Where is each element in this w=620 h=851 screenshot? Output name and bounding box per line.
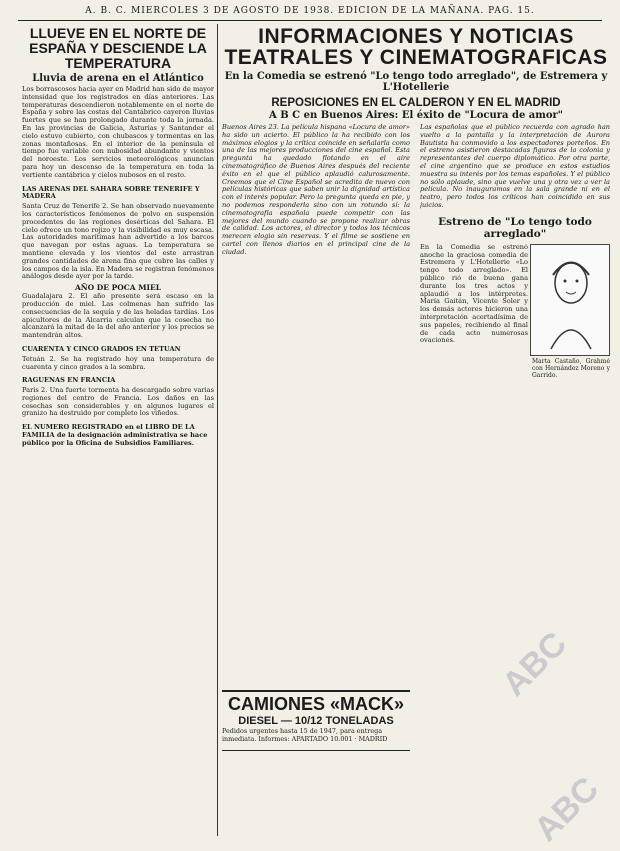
ad-title: CAMIONES «MACK»: [227, 694, 405, 714]
right-column: [222, 24, 610, 734]
abc-watermark: ABC: [495, 624, 574, 704]
portrait-sketch-icon: [531, 245, 609, 355]
estreno-head: Estreno de "Lo tengo todo arreglado": [438, 215, 592, 240]
theatre-title: INFORMACIONES Y NOTICIAS TEATRALES Y CINEMATOGRAFICAS: [224, 25, 608, 69]
tetuan-head: CUARENTA Y CINCO GRADOS EN TETUAN: [22, 344, 181, 353]
france-head: RAGUENAS EN FRANCIA: [22, 376, 116, 385]
rain-subhead: Lluvia de arena en el Atlántico: [32, 73, 204, 84]
actress-illustration: [530, 244, 610, 356]
ad-line: Pedidos urgentes hasta 15 de 1947, para entrega inmediata. Informes: APARTADO 10.001 · MADRID: [222, 727, 388, 743]
page-header: A. B. C. MIERCOLES 3 DE AGOSTO DE 1938. EDICION DE LA MAÑANA. PAG. 15.: [85, 6, 535, 16]
mack-advert: [222, 690, 410, 751]
article-col-1: [222, 124, 410, 257]
theatre-subtitle: En la Comedia se estrenó "Lo tengo todo arreglado", de Estremera y L'Hotellerie: [224, 71, 608, 93]
article-col-2: [420, 124, 610, 384]
estreno-text: En la Comedia se estrenó anoche la graciosa comedia de Estremera y L'Hotellerie «Lo tengo todo arreglado». El público rió de buena gana durante los tres actos y aplaudió a los intérpretes. María Gaitán, Vicente Soler y los demás actores hicieron una interpretación acertadísima de sus papeles, recibiendo al final de cada acto numerosas ovaciones.: [420, 243, 528, 345]
left-column: [22, 24, 214, 450]
honey-article: Guadalajara 2. El año presente será escaso en la producción de miel. Las colmenas han sufrido las consecuencias de la sequía y de las heladas tardías. Los apicultores de la Alcarria calculan que la cosecha no alcanzará la mitad de la del año anterior y los precios se mantendrán altos.: [22, 293, 214, 340]
ad-subtitle: DIESEL — 10/12 TONELADAS: [238, 715, 394, 727]
column-rule: [217, 24, 218, 836]
buenos-aires-text-cont: Las españolas que el público recuerda con agrado han vuelto a la pantalla y la interpretación de Aurora Bautista ha conmovido a los espectadores porteños. En el estreno asistieron destacadas figuras de la colonia y representantes del cuerpo diplomático. Por otra parte, el cine argentino que se produce en estos estudios muestra su interés por los temas españoles. Y el público no sólo aplaude, sino que vuelve una y otra vez a ver la película. No inauguramos en la sala grande ni en el teatro, pero todos los críticos han coincidido en sus juicios.: [420, 124, 610, 209]
france-article: París 2. Una fuerte tormenta ha descargado sobre varias regiones del centro de Francia. Los daños en las cosechas son considerables y en algunos lugares el granizo ha destruido por completo los viñedos.: [22, 387, 214, 418]
family-notice: EL NUMERO REGISTRADO en el LIBRO DE LA FAMILIA de la designación administrativa se hace público por la Oficina de Subsidios Familiares.: [22, 423, 208, 447]
abc-watermark-2: ABC: [527, 769, 606, 849]
sahara-article: Santa Cruz de Tenerife 2. Se han observado nuevamente los característicos fenómenos de polvo en suspensión procedentes de las regiones desérticas del Sahara. El cielo ofrece un tono rojizo y la visibilidad es muy escasa. Las autoridades marítimas han advertido a los barcos que navegan por estas aguas. La temperatura se mantiene elevada y los vientos del este arrastran grandes cantidades de arena fina que cubre las calles y los campos de la isla. En Madera se registran fenómenos análogos desde ayer por la tarde.: [22, 203, 214, 281]
honey-head: AÑO DE POCA MIEL: [74, 283, 162, 293]
header-rule: [18, 20, 602, 21]
illustration-caption: Marta Castaño, Grahmé con Hernández Moreno y Garrido.: [532, 357, 610, 379]
tetuan-article: Tetuán 2. Se ha registrado hoy una temperatura de cuarenta y cinco grados a la sombra.: [22, 355, 214, 371]
buenos-aires-text: Buenos Aires 23. La película hispana «Locura de amor» ha sido un acierto. El público la ha recibido con los máximos elogios y la crítica coincide en señalarla como una de las mejores producciones del cine español. Esta pregunta ha quedado flotando en el aire cinematográfico de Buenos Aires después del reciente éxito en el que el público aplaudió calurosamente. Creemos que el Cine Español se acredita de nuevo con películas históricas que saben unir la dignidad artística con el interés popular. Pero la pregunta queda en pie, y no podemos responderla sino con un rotundo sí: la cinematografía española puede competir con las mejores del mundo cuando se propone realizar obras de calidad. Los actores, el director y todos los técnicos merecen elogio sin reservas. Y el filme se sostiene en cartel con llenos diarios en el principal cine de la ciudad.: [222, 124, 410, 256]
sahara-head: LAS ARENAS DEL SAHARA SOBRE TENERIFE Y MADERA: [22, 184, 200, 201]
reposiciones-head: REPOSICIONES EN EL CALDERON Y EN EL MADRID: [271, 97, 561, 109]
rain-headline: LLUEVE EN EL NORTE DE ESPAÑA Y DESCIENDE LA TEMPERATURA: [29, 25, 207, 71]
rain-article: Los borrascosos hacia ayer en Madrid han sido de mayor intensidad que los registrados en días anteriores. Las temperaturas descendieron notablemente en el norte de España y sobre las costas del Cantábrico cayeron lluvias fuertes que se han prolongado durante toda la jornada. En las provincias de Galicia, Asturias y Santander el cielo estuvo cubierto, con chubascos y tormentas en las zonas montañosas. En el interior de la península el tiempo fue variable con nubosidad abundante y vientos del noroeste. Los servicios meteorológicos anuncian para hoy un descenso de la temperatura en toda la vertiente cantábrica y cielos nubosos en el resto.: [22, 86, 214, 179]
buenos-aires-head: A B C en Buenos Aires: El éxito de "Locura de amor": [268, 110, 564, 121]
estreno-block: [420, 244, 610, 384]
